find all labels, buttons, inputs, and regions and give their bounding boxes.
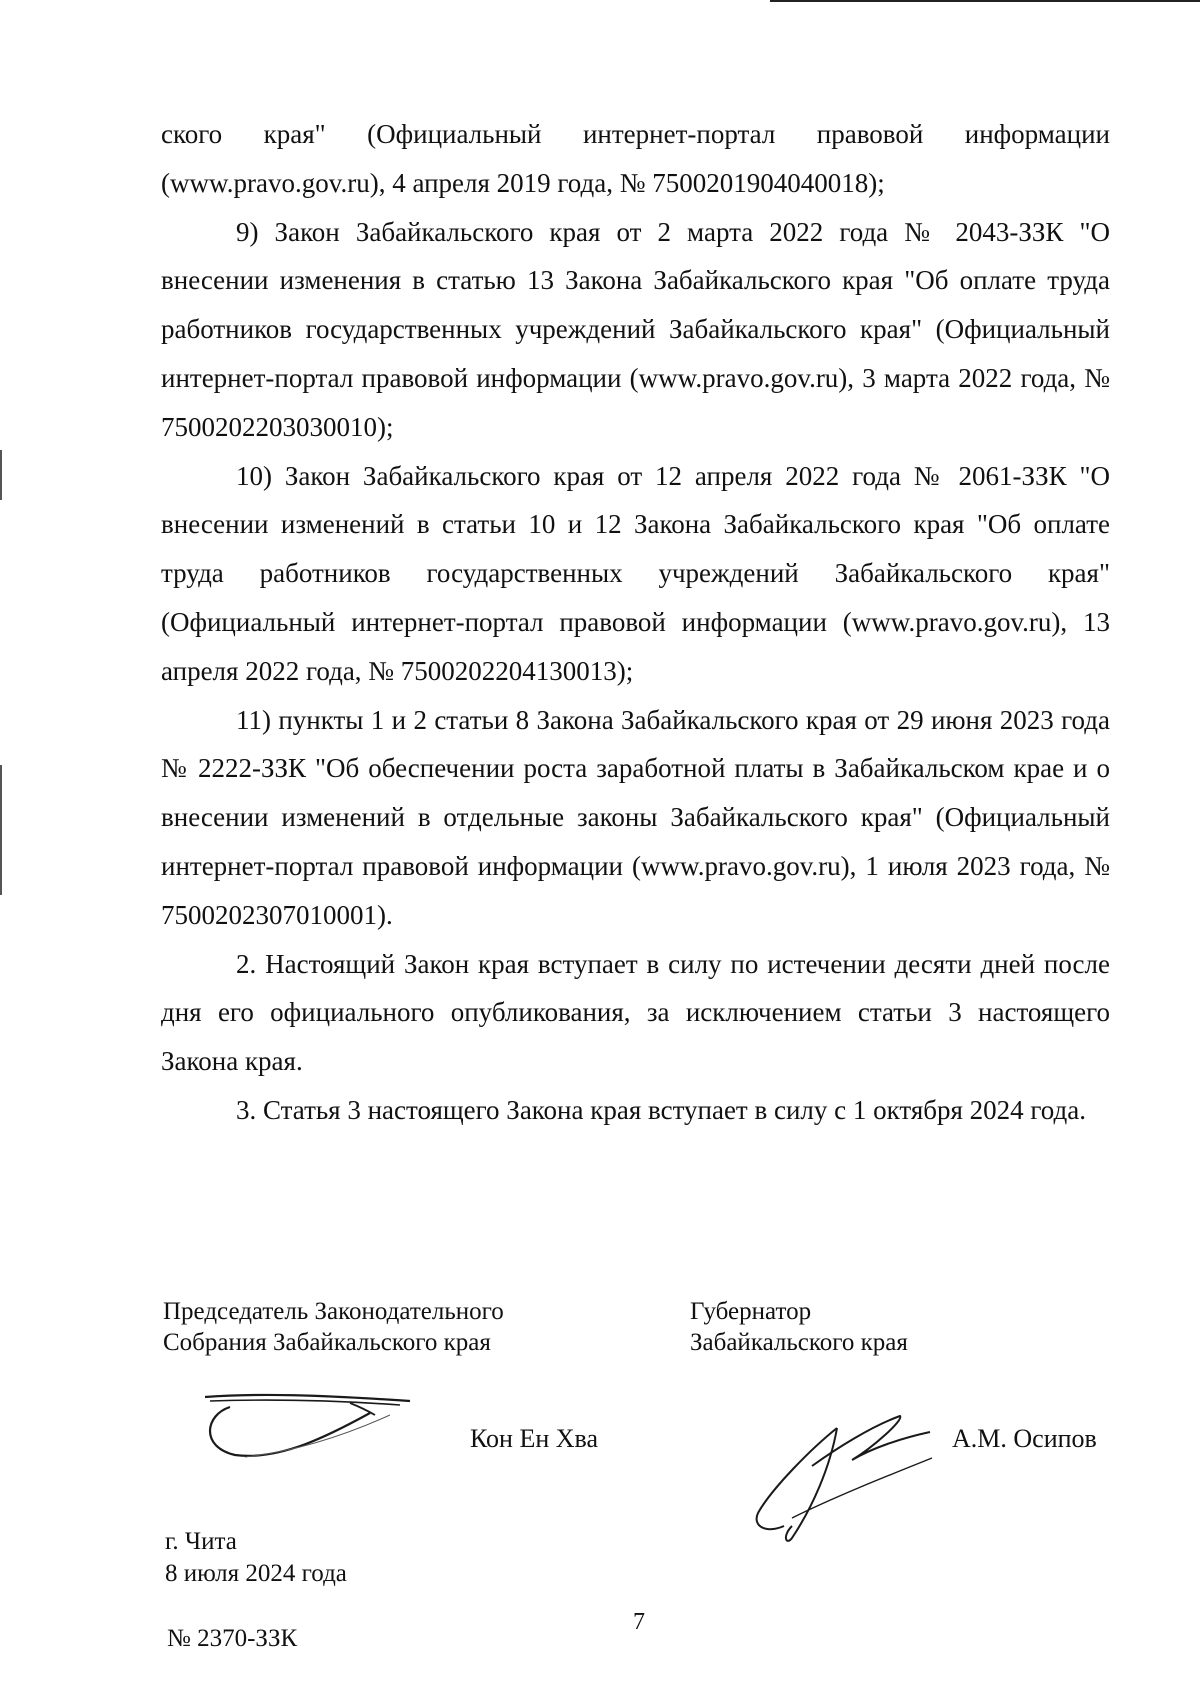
date: 8 июля 2024 года (165, 1560, 347, 1587)
place-and-date (165, 1526, 347, 1590)
scan-edge-mark (0, 765, 2, 895)
governor-title: Губернатор Забайкальского края (690, 1298, 908, 1356)
paragraph: 11) пункты 1 и 2 статьи 8 Закона Забайкальского края от 29 июня 2023 года № 2222-ЗЗК "Об обеспечении роста заработной платы в Забайкальском крае и о внесении изменений в отдельные законы Забайкальского края" (Официальный интернет-портал правовой информации (www.pravo.gov.ru), 1 июля 2023 года, № 7500202307010001). (161, 704, 1110, 930)
page-number: 7 (633, 1609, 645, 1635)
chairman-title: Председатель Законодательного Собрания Забайкальского края (163, 1298, 504, 1356)
document-body (161, 110, 1110, 1135)
governor-name: А.М. Осипов (952, 1424, 1097, 1453)
paragraph: 2. Настоящий Закон края вступает в силу по истечении десяти дней после дня его официального опубликования, за исключением статьи 3 настоящего Закона края. (161, 948, 1110, 1077)
paragraph: 10) Закон Забайкальского края от 12 апреля 2022 года № 2061-ЗЗК "О внесении изменений в статьи 10 и 12 Закона Забайкальского края "Об оплате труда работников государственных учреждений Забайкальского края" (Официальный интернет-портал правовой информации (www.pravo.gov.ru), 13 апреля 2022 года, № 7500202204130013); (161, 460, 1110, 686)
chairman-name: Кон Ен Хва (470, 1424, 599, 1453)
paragraph: 9) Закон Забайкальского края от 2 марта 2022 года № 2043-ЗЗК "О внесении изменения в статью 13 Закона Забайкальского края "Об оплате труда работников государственных учреждений Забайкальского края" (Официальный интернет-портал правовой информации (www.pravo.gov.ru), 3 марта 2022 года, № 7500202203030010); (161, 216, 1110, 442)
paragraph: ского края" (Официальный интернет-портал правовой информации (www.pravo.gov.ru), 4 апреля 2019 года, № 7500201904040018); (161, 119, 1110, 198)
chairman-signature (200, 1385, 420, 1465)
scan-border-line (770, 0, 1200, 2)
document-number: № 2370-ЗЗК (167, 1625, 298, 1652)
scan-edge-mark (0, 450, 2, 500)
place: г. Чита (165, 1528, 237, 1555)
paragraph: 3. Статья 3 настоящего Закона края вступает в силу с 1 октября 2024 года. (236, 1094, 1086, 1125)
governor-signature (752, 1408, 942, 1548)
